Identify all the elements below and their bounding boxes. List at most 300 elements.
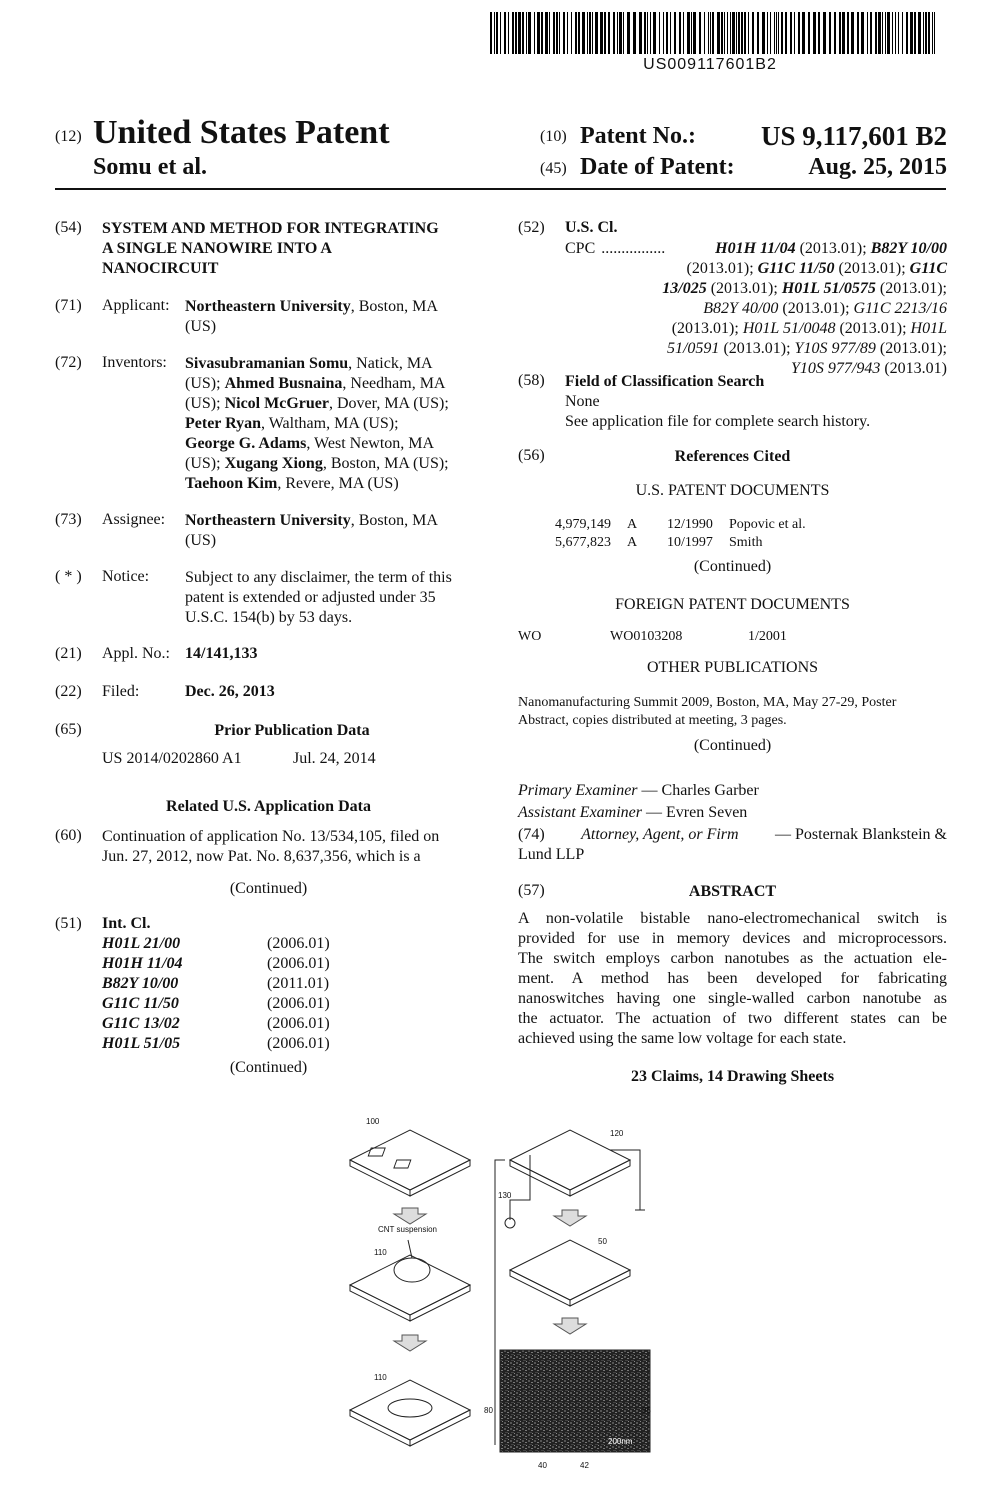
barcode-bar xyxy=(878,12,881,54)
process-step-5-substrate xyxy=(510,1240,630,1306)
notice-line: patent is extended or adjusted under 35 xyxy=(185,589,436,606)
barcode-bar xyxy=(528,12,531,54)
intcl-table xyxy=(102,935,330,1055)
reference-row xyxy=(555,516,849,534)
prior-code: (65) xyxy=(55,721,82,738)
attorney-code: (74) xyxy=(518,826,545,843)
barcode-bar xyxy=(563,12,565,54)
title-code: (54) xyxy=(55,219,82,236)
barcode-bar xyxy=(670,12,671,54)
examiners xyxy=(518,781,947,865)
abstract-code: (57) xyxy=(518,882,545,899)
barcode-bar xyxy=(875,12,877,54)
barcode xyxy=(490,12,940,54)
barcode-bar xyxy=(647,12,648,54)
barcode-bar xyxy=(712,12,714,54)
patent-title xyxy=(102,219,482,279)
inventor-location: , Waltham, MA (US); xyxy=(261,415,399,432)
intcl-version: (2011.01) xyxy=(267,975,330,992)
foreign-number: WO0103208 xyxy=(610,629,683,644)
other-pub-line: Abstract, copies distributed at meeting, 3 pages. xyxy=(518,713,787,728)
field-code: (58) xyxy=(518,372,545,389)
barcode-bar xyxy=(778,12,779,54)
barcode-bar xyxy=(774,12,775,54)
ref-40: 40 xyxy=(538,1461,547,1470)
appl-label: Appl. No.: xyxy=(102,645,170,662)
barcode-bar xyxy=(708,12,709,54)
applicant-label: Applicant: xyxy=(102,297,170,314)
barcode-bar xyxy=(644,12,646,54)
field-heading: Field of Classification Search xyxy=(565,373,765,390)
patent-number: US 9,117,601 B2 xyxy=(760,121,947,151)
barcode-bar xyxy=(741,12,743,54)
foreign-date: 1/2001 xyxy=(748,629,787,644)
inventor-name: George G. Adams xyxy=(185,435,307,452)
barcode-bar xyxy=(541,12,543,54)
barcode-bar xyxy=(522,12,524,54)
barcode-bar xyxy=(582,12,585,54)
barcode-bar xyxy=(721,12,723,54)
barcode-bar xyxy=(798,12,800,54)
cpc-class: B82Y 40/00 xyxy=(703,300,779,317)
intcl-row xyxy=(102,955,330,975)
barcode-bar xyxy=(537,12,540,54)
cpc-version: (2013.01); xyxy=(686,260,758,277)
abstract-text xyxy=(518,909,947,1049)
related-heading: Related U.S. Application Data xyxy=(166,798,371,815)
process-step-2-substrate xyxy=(350,1240,470,1321)
assignee-name: Northeastern University xyxy=(185,512,351,529)
barcode-bar xyxy=(790,12,792,54)
cpc-class: G11C xyxy=(909,260,947,277)
cpc-version: (2013.01); xyxy=(671,320,743,337)
barcode-bar xyxy=(704,12,705,54)
barcode-number: US009117601B2 xyxy=(643,56,777,73)
barcode-bar xyxy=(699,12,701,54)
barcode-bar xyxy=(870,12,872,54)
barcode-bar xyxy=(802,12,805,54)
process-step-3-substrate xyxy=(350,1380,470,1446)
cpc-class: G11C 11/50 xyxy=(757,260,835,277)
foreign-country: WO xyxy=(518,629,542,644)
applicant-location: , Boston, MA xyxy=(350,298,438,315)
inventors-code: (72) xyxy=(55,354,82,371)
appl-code: (21) xyxy=(55,645,82,662)
intcl-row xyxy=(102,935,330,955)
assistant-examiner-label: Assistant Examiner xyxy=(518,804,642,821)
cpc-class: 13/025 xyxy=(662,280,707,297)
barcode-bar xyxy=(829,12,831,54)
ref-42: 42 xyxy=(580,1461,589,1470)
cpc-class: 51/0591 xyxy=(666,340,720,357)
barcode-bar xyxy=(556,12,558,54)
assignee-label: Assignee: xyxy=(102,511,166,528)
barcode-bar xyxy=(567,12,568,54)
intcl-class: H01H 11/04 xyxy=(102,955,183,972)
barcode-bar xyxy=(549,12,550,54)
related-code: (60) xyxy=(55,827,82,844)
barcode-bar xyxy=(666,12,668,54)
intcl-version: (2006.01) xyxy=(267,1035,330,1052)
barcode-bar xyxy=(639,12,642,54)
cpc-version: (2013.01); xyxy=(778,300,854,317)
barcode-bar xyxy=(898,12,899,54)
reference-name: Popovic et al. xyxy=(729,517,806,532)
notice-line: U.S.C. 154(b) by 53 days. xyxy=(185,609,353,626)
date-label: Date of Patent: xyxy=(580,154,735,180)
cpc-version: (2013.01); xyxy=(795,240,871,257)
barcode-bar xyxy=(504,12,506,54)
inventor-name: Nicol McGruer xyxy=(224,395,329,412)
reference-num: 4,979,149 xyxy=(555,517,611,532)
code-12: (12) xyxy=(55,128,82,145)
abstract-line: ment. A method has been developed for fabricating xyxy=(518,970,947,987)
barcode-bar xyxy=(744,12,746,54)
barcode-bar xyxy=(691,12,692,54)
cpc-version: (2013.01); xyxy=(834,260,910,277)
reference-date: 10/1997 xyxy=(667,535,713,550)
barcode-bar xyxy=(500,12,501,54)
inventor-name: Ahmed Busnaina xyxy=(224,375,343,392)
field-section xyxy=(565,372,947,432)
barcode-bar xyxy=(842,12,845,54)
related-text xyxy=(102,827,482,867)
barcode-bar xyxy=(928,12,930,54)
barcode-bar xyxy=(730,12,731,54)
barcode-bar xyxy=(659,12,660,54)
primary-examiner: — Charles Garber xyxy=(637,782,759,799)
inventor-name: Peter Ryan xyxy=(185,415,262,432)
barcode-bar xyxy=(794,12,795,54)
barcode-bar xyxy=(808,12,810,54)
barcode-bar xyxy=(592,12,593,54)
other-pub xyxy=(518,694,947,730)
barcode-bar xyxy=(515,12,517,54)
barcode-bar xyxy=(575,12,577,54)
cpc-version: (2013.01); xyxy=(719,340,795,357)
reference-kind: A xyxy=(627,517,638,532)
cpc-version: (2013.01); xyxy=(835,320,911,337)
authors: Somu et al. xyxy=(93,154,207,180)
barcode-bar xyxy=(679,12,681,54)
abstract-line: achieved using the same low voltage for each state. xyxy=(518,1030,847,1047)
intcl-heading: Int. Cl. xyxy=(102,915,151,932)
barcode-bar xyxy=(650,12,651,54)
foreign-docs-heading: FOREIGN PATENT DOCUMENTS xyxy=(615,596,850,613)
barcode-bar xyxy=(887,12,890,54)
ref-110-a: 110 xyxy=(374,1248,387,1257)
code-10: (10) xyxy=(540,128,567,145)
assignee-value xyxy=(185,511,485,551)
barcode-bar xyxy=(732,12,735,54)
barcode-bar xyxy=(867,12,868,54)
barcode-bar xyxy=(834,12,836,54)
barcode-bar xyxy=(608,12,610,54)
inventor-name: Taehoon Kim xyxy=(185,475,278,492)
barcode-bar xyxy=(906,12,908,54)
barcode-bar xyxy=(518,12,521,54)
intcl-class: G11C 11/50 xyxy=(102,995,179,1012)
barcode-bar xyxy=(785,12,787,54)
other-pub-line: Nanomanufacturing Summit 2009, Boston, MA, May 27-29, Poster xyxy=(518,695,897,710)
cpc-class: Y10S 977/89 xyxy=(794,340,876,357)
intcl-row xyxy=(102,995,330,1015)
intcl-row xyxy=(102,975,330,995)
scale-bar-label: 200nm xyxy=(608,1437,633,1446)
applicant-value xyxy=(185,297,485,337)
filed-date: Dec. 26, 2013 xyxy=(185,683,275,700)
intcl-version: (2006.01) xyxy=(267,955,330,972)
prior-heading: Prior Publication Data xyxy=(214,722,370,739)
barcode-bar xyxy=(633,12,636,54)
barcode-bar xyxy=(571,12,572,54)
intcl-class: H01L 51/05 xyxy=(102,1035,181,1052)
filed-label: Filed: xyxy=(102,683,140,700)
title-line: SYSTEM AND METHOD FOR INTEGRATING xyxy=(102,220,439,237)
cpc-class: B82Y 10/00 xyxy=(870,240,947,257)
abstract-line: A non-volatile bistable nano-electromechanical switch is xyxy=(518,910,947,927)
intcl-class: B82Y 10/00 xyxy=(102,975,179,992)
notice-text xyxy=(185,568,483,628)
barcode-bar xyxy=(914,12,916,54)
us-references-table xyxy=(555,516,849,552)
assignee-code: (73) xyxy=(55,511,82,528)
barcode-bar xyxy=(934,12,935,54)
barcode-bar xyxy=(623,12,624,54)
barcode-bar xyxy=(604,12,606,54)
ref-110-b: 110 xyxy=(374,1373,387,1382)
barcode-bar xyxy=(776,12,777,54)
barcode-bar xyxy=(857,12,859,54)
ref-120: 120 xyxy=(610,1129,624,1138)
barcode-bar xyxy=(727,12,728,54)
prior-number: US 2014/0202860 A1 xyxy=(102,750,242,767)
notice-label: Notice: xyxy=(102,568,150,585)
inventor-name: Sivasubramanian Somu xyxy=(185,355,349,372)
barcode-bar xyxy=(619,12,622,54)
barcode-bar xyxy=(918,12,921,54)
ref-130: 130 xyxy=(498,1191,512,1200)
notice-line: Subject to any disclaimer, the term of this xyxy=(185,569,452,586)
barcode-bar xyxy=(752,12,754,54)
inventor-location: , Natick, MA xyxy=(348,355,433,372)
barcode-bar xyxy=(512,12,514,54)
field-value: None xyxy=(565,393,600,410)
reference-row xyxy=(555,534,849,552)
barcode-bar xyxy=(653,12,656,54)
barcode-bar xyxy=(717,12,720,54)
header-rule xyxy=(55,188,946,190)
cpc-class: G11C 2213/16 xyxy=(853,300,947,317)
barcode-bar xyxy=(882,12,883,54)
cpc-label: CPC xyxy=(565,240,596,257)
patent-no-label: Patent No.: xyxy=(580,123,696,149)
representative-drawing xyxy=(330,1110,670,1485)
barcode-bar xyxy=(600,12,603,54)
intcl-version: (2006.01) xyxy=(267,1015,330,1032)
inventor-location: (US); xyxy=(185,455,225,472)
barcode-bar xyxy=(490,12,492,54)
barcode-bar xyxy=(932,12,933,54)
barcode-bar xyxy=(595,12,598,54)
inventor-location: , Boston, MA (US); xyxy=(322,455,449,472)
related-line: Jun. 27, 2012, now Pat. No. 8,637,356, which is a xyxy=(102,848,421,865)
primary-examiner-label: Primary Examiner xyxy=(518,782,638,799)
title-line: NANOCIRCUIT xyxy=(102,260,219,277)
reference-name: Smith xyxy=(729,535,763,550)
ref-100: 100 xyxy=(366,1117,380,1126)
intcl-version: (2006.01) xyxy=(267,995,330,1012)
cpc-class: H01H 11/04 xyxy=(715,240,796,257)
uscl-text xyxy=(565,239,947,379)
process-step-1-substrate xyxy=(350,1130,470,1196)
intcl-row xyxy=(102,1015,330,1035)
intcl-version: (2006.01) xyxy=(267,935,330,952)
barcode-bar xyxy=(839,12,841,54)
barcode-bar xyxy=(910,12,913,54)
abstract-line: provided for use in memory devices and microprocessors. xyxy=(518,930,947,947)
applicant-name: Northeastern University xyxy=(185,298,351,315)
appl-number: 14/141,133 xyxy=(185,645,258,662)
barcode-bar xyxy=(762,12,765,54)
abstract-line: The switch employs carbon nanotubes as the actuation ele- xyxy=(518,950,947,967)
barcode-bar xyxy=(559,12,560,54)
refs-heading: References Cited xyxy=(674,448,791,465)
barcode-bar xyxy=(767,12,768,54)
applicant-code: (71) xyxy=(55,297,82,314)
intcl-class: H01L 21/00 xyxy=(102,935,181,952)
barcode-bar xyxy=(925,12,927,54)
barcode-bar xyxy=(902,12,903,54)
barcode-bar xyxy=(724,12,725,54)
barcode-bar xyxy=(613,12,615,54)
barcode-bar xyxy=(813,12,816,54)
barcode-bar xyxy=(534,12,535,54)
barcode-bar xyxy=(587,12,588,54)
inventor-location: , West Newton, MA xyxy=(306,435,435,452)
barcode-bar xyxy=(770,12,771,54)
claims-count: 23 Claims, 14 Drawing Sheets xyxy=(630,1068,835,1085)
intcl-continued: (Continued) xyxy=(229,1059,308,1076)
refs-code: (56) xyxy=(518,447,545,464)
barcode-bar xyxy=(710,12,711,54)
uscl-code: (52) xyxy=(518,219,545,236)
abstract-line: the actuator. The actuation of two different states can be xyxy=(518,1010,947,1027)
barcode-bar xyxy=(847,12,849,54)
prior-date: Jul. 24, 2014 xyxy=(293,750,376,767)
assignee-location: , Boston, MA xyxy=(350,512,438,529)
reference-num: 5,677,823 xyxy=(555,535,611,550)
code-45: (45) xyxy=(540,160,567,177)
barcode-bar xyxy=(823,12,826,54)
cpc-version: (2013.01); xyxy=(875,280,947,297)
inventor-location: , Dover, MA (US); xyxy=(328,395,449,412)
barcode-bar xyxy=(663,12,664,54)
barcode-bar xyxy=(895,12,896,54)
barcode-bar xyxy=(578,12,580,54)
barcode-bar xyxy=(693,12,696,54)
ref-80: 80 xyxy=(484,1406,493,1415)
barcode-bar xyxy=(683,12,684,54)
barcode-bar xyxy=(545,12,548,54)
cnt-suspension-label: CNT suspension xyxy=(378,1225,437,1234)
reference-date: 12/1990 xyxy=(667,517,713,532)
inventor-name: Xugang Xiong xyxy=(224,455,323,472)
barcode-bar xyxy=(589,12,591,54)
inventors-label: Inventors: xyxy=(102,354,167,371)
cpc-class: H01L 51/0048 xyxy=(742,320,836,337)
title-line: A SINGLE NANOWIRE INTO A xyxy=(102,240,332,257)
attorney-firm: — Posternak Blankstein & xyxy=(775,826,947,843)
barcode-bar xyxy=(617,12,618,54)
inventors-list xyxy=(185,354,485,494)
ref-50: 50 xyxy=(598,1237,607,1246)
notice-code: ( * ) xyxy=(55,568,82,585)
inventor-location: , Needham, MA xyxy=(342,375,446,392)
reference-kind: A xyxy=(627,535,638,550)
related-line: Continuation of application No. 13/534,105, filed on xyxy=(102,828,440,845)
barcode-bar xyxy=(818,12,820,54)
us-docs-heading: U.S. PATENT DOCUMENTS xyxy=(635,482,830,499)
cpc-class: Y10S 977/943 xyxy=(791,360,881,377)
cpc-version: (2013.01); xyxy=(706,280,782,297)
barcode-bar xyxy=(687,12,690,54)
patent-date: Aug. 25, 2015 xyxy=(808,154,947,180)
barcode-bar xyxy=(496,12,498,54)
field-note: See application file for complete search history. xyxy=(565,413,871,430)
abstract-heading: ABSTRACT xyxy=(688,883,777,900)
applicant-country: (US) xyxy=(185,318,217,335)
barcode-bar xyxy=(861,12,864,54)
refs-continued: (Continued) xyxy=(693,558,772,575)
cpc-dots: ................ xyxy=(601,240,666,257)
filed-code: (22) xyxy=(55,683,82,700)
related-continued: (Continued) xyxy=(229,880,308,897)
barcode-bar xyxy=(923,12,924,54)
attorney-firm-cont: Lund LLP xyxy=(518,846,585,863)
barcode-bar xyxy=(781,12,783,54)
barcode-bar xyxy=(748,12,749,54)
inventor-location: , Revere, MA (US) xyxy=(277,475,399,492)
barcode-bar xyxy=(674,12,676,54)
barcode-bar xyxy=(508,12,509,54)
ref-85: 85 xyxy=(642,1406,651,1415)
barcode-bar xyxy=(736,12,737,54)
other-pubs-heading: OTHER PUBLICATIONS xyxy=(646,659,819,676)
cpc-version: (2013.01) xyxy=(880,360,947,377)
assistant-examiner: — Evren Seven xyxy=(642,804,748,821)
barcode-bar xyxy=(738,12,740,54)
cpc-class: H01L xyxy=(910,320,947,337)
uscl-heading: U.S. Cl. xyxy=(565,219,618,236)
attorney-label: Attorney, Agent, or Firm xyxy=(581,826,739,843)
barcode-bar xyxy=(885,12,886,54)
barcode-bar xyxy=(851,12,854,54)
inventor-location: (US); xyxy=(185,395,225,412)
intcl-class: G11C 13/02 xyxy=(102,1015,180,1032)
assignee-country: (US) xyxy=(185,532,217,549)
inventor-location: (US); xyxy=(185,375,225,392)
cpc-version: (2013.01); xyxy=(875,340,947,357)
abstract-line: nanoswitches having one single-walled carbon nanotube as xyxy=(518,990,947,1007)
intcl-code: (51) xyxy=(55,915,82,932)
other-continued: (Continued) xyxy=(693,737,772,754)
barcode-bar xyxy=(494,12,495,54)
barcode-bar xyxy=(553,12,555,54)
barcode-bar xyxy=(526,12,527,54)
barcode-bar xyxy=(627,12,630,54)
barcode-bar xyxy=(892,12,893,54)
